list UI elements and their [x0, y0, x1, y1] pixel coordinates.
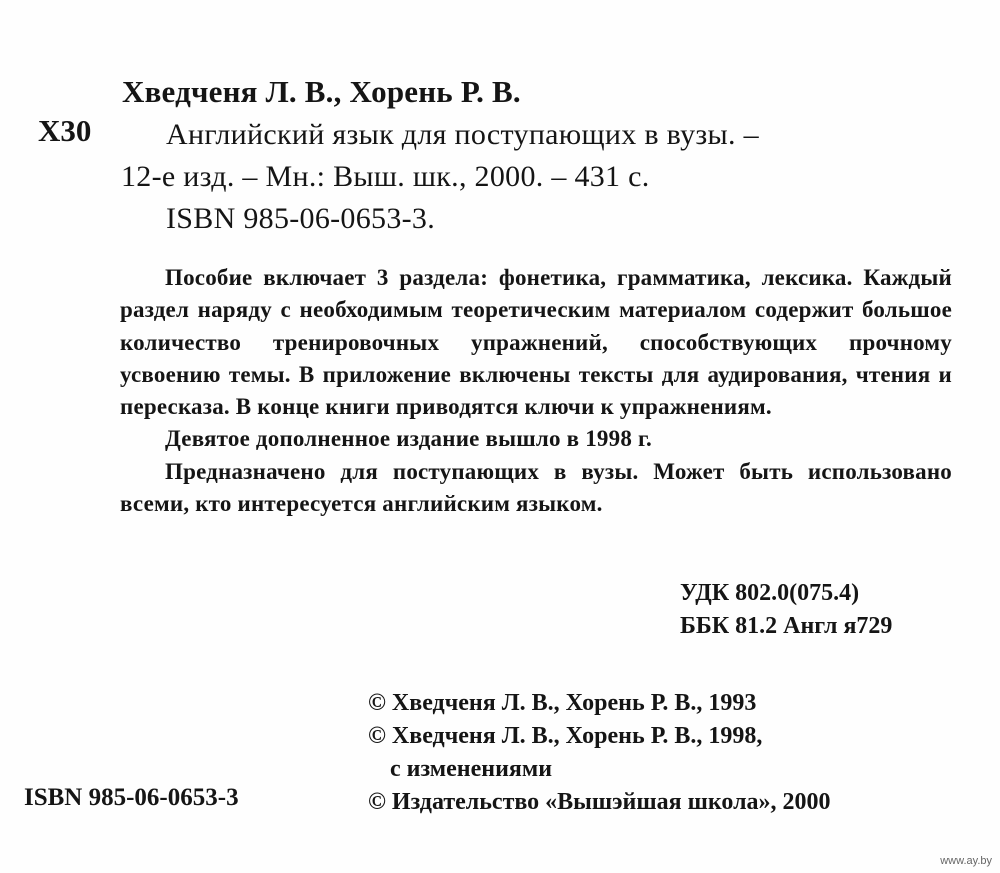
- udk-code: УДК 802.0(075.4): [680, 580, 860, 606]
- copyright-block: [368, 687, 831, 819]
- isbn-footer: ISBN 985-06-0653-3: [24, 784, 239, 811]
- copyright-line-2: © Хведченя Л. В., Хорень Р. В., 1998,: [368, 723, 763, 749]
- copyright-line-3: © Издательство «Вышэйшая школа», 2000: [368, 789, 831, 815]
- biblio-edition-line: 12-е изд. – Мн.: Выш. шк., 2000. – 431 с.: [121, 160, 650, 193]
- copyright-line-1: © Хведченя Л. В., Хорень Р. В., 1993: [368, 690, 757, 716]
- annotation-paragraph-3: Предназначено для поступающих в вузы. Может быть использовано всеми, кто интересуется английским языком.: [120, 458, 952, 517]
- annotation-block: [120, 262, 952, 520]
- bibliographic-record: [121, 114, 759, 240]
- bbk-code: ББК 81.2 Англ я729: [680, 613, 893, 639]
- catalog-code: Х30: [38, 113, 92, 148]
- biblio-title-line: Английский язык для поступающих в вузы. –: [166, 118, 759, 151]
- annotation-paragraph-1: Пособие включает 3 раздела: фонетика, грамматика, лексика. Каждый раздел наряду с необходимым теоретическим материалом содержит большое количество тренировочных упражнений, способствующих прочному усвоению темы. В приложение включены тексты для аудирования, чтения и пересказа. В конце книги приводятся ключи к упражнениям.: [120, 265, 952, 420]
- classification-codes: [680, 577, 892, 643]
- authors-heading: Хведченя Л. В., Хорень Р. В.: [122, 74, 521, 109]
- copyright-line-2-continuation: с изменениями: [390, 756, 553, 782]
- biblio-isbn-line: ISBN 985-06-0653-3.: [166, 202, 436, 235]
- annotation-paragraph-2: Девятое дополненное издание вышло в 1998 г.: [165, 426, 652, 452]
- watermark-text: www.ay.by: [940, 855, 992, 867]
